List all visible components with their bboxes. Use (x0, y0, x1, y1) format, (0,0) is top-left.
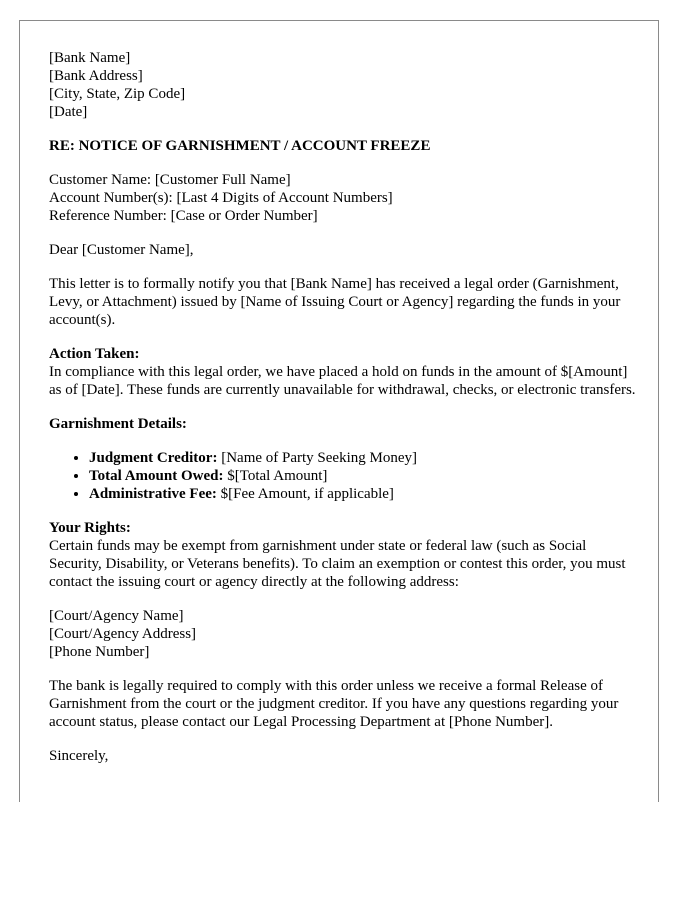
garnishment-details-list (49, 449, 639, 503)
your-rights-heading: Your Rights: (49, 520, 131, 536)
your-rights-text: Certain funds may be exempt from garnishment under state or federal law (such as Social Security, Disability, or Veterans benefits). To claim an exemption or contest this order, you must contact the issuing court or agency directly at the following address: (49, 538, 626, 590)
closing-paragraph: The bank is legally required to comply with this order unless we receive a formal Release of Garnishment from the court or the judgment creditor. If you have any questions regarding your account status, please contact our Legal Processing Department at [Phone Number]. (49, 678, 619, 730)
court-phone: [Phone Number] (49, 644, 150, 660)
intro-paragraph: This letter is to formally notify you that [Bank Name] has received a legal order (Garnishment, Levy, or Attachment) issued by [Name of Issuing Court or Agency] regarding the funds in your account(s). (49, 276, 621, 328)
reference-number-line: Reference Number: [Case or Order Number] (49, 208, 318, 224)
detail-value: $[Total Amount] (223, 468, 328, 484)
action-taken-heading: Action Taken: (49, 346, 140, 362)
letter-content (49, 49, 639, 781)
bank-address: [Bank Address] (49, 68, 143, 84)
list-item (89, 485, 639, 503)
court-address: [Court/Agency Address] (49, 626, 197, 642)
action-taken-section (49, 345, 639, 399)
detail-label: Judgment Creditor: (89, 450, 218, 466)
action-taken-text: In compliance with this legal order, we have placed a hold on funds in the amount of $[Amount] as of [Date]. These funds are currently unavailable for withdrawal, checks, or electronic transfers. (49, 364, 636, 398)
bank-city-state-zip: [City, State, Zip Code] (49, 86, 186, 102)
account-numbers-line: Account Number(s): [Last 4 Digits of Account Numbers] (49, 190, 393, 206)
detail-value: $[Fee Amount, if applicable] (216, 486, 394, 502)
list-item (89, 449, 639, 467)
customer-info-block (49, 171, 639, 225)
garnishment-details-heading: Garnishment Details: (49, 416, 187, 432)
detail-value: [Name of Party Seeking Money] (217, 450, 418, 466)
bank-header-block (49, 49, 639, 121)
letter-date: [Date] (49, 104, 88, 120)
detail-label: Administrative Fee: (89, 486, 217, 502)
signoff: Sincerely, (49, 748, 109, 764)
your-rights-section (49, 519, 639, 591)
detail-label: Total Amount Owed: (89, 468, 224, 484)
salutation: Dear [Customer Name], (49, 242, 194, 258)
court-name: [Court/Agency Name] (49, 608, 184, 624)
court-info-block (49, 607, 639, 661)
list-item (89, 467, 639, 485)
customer-name-line: Customer Name: [Customer Full Name] (49, 172, 291, 188)
bank-name: [Bank Name] (49, 50, 131, 66)
letter-subject: RE: NOTICE OF GARNISHMENT / ACCOUNT FREEZE (49, 138, 431, 154)
letter-page (19, 20, 659, 802)
